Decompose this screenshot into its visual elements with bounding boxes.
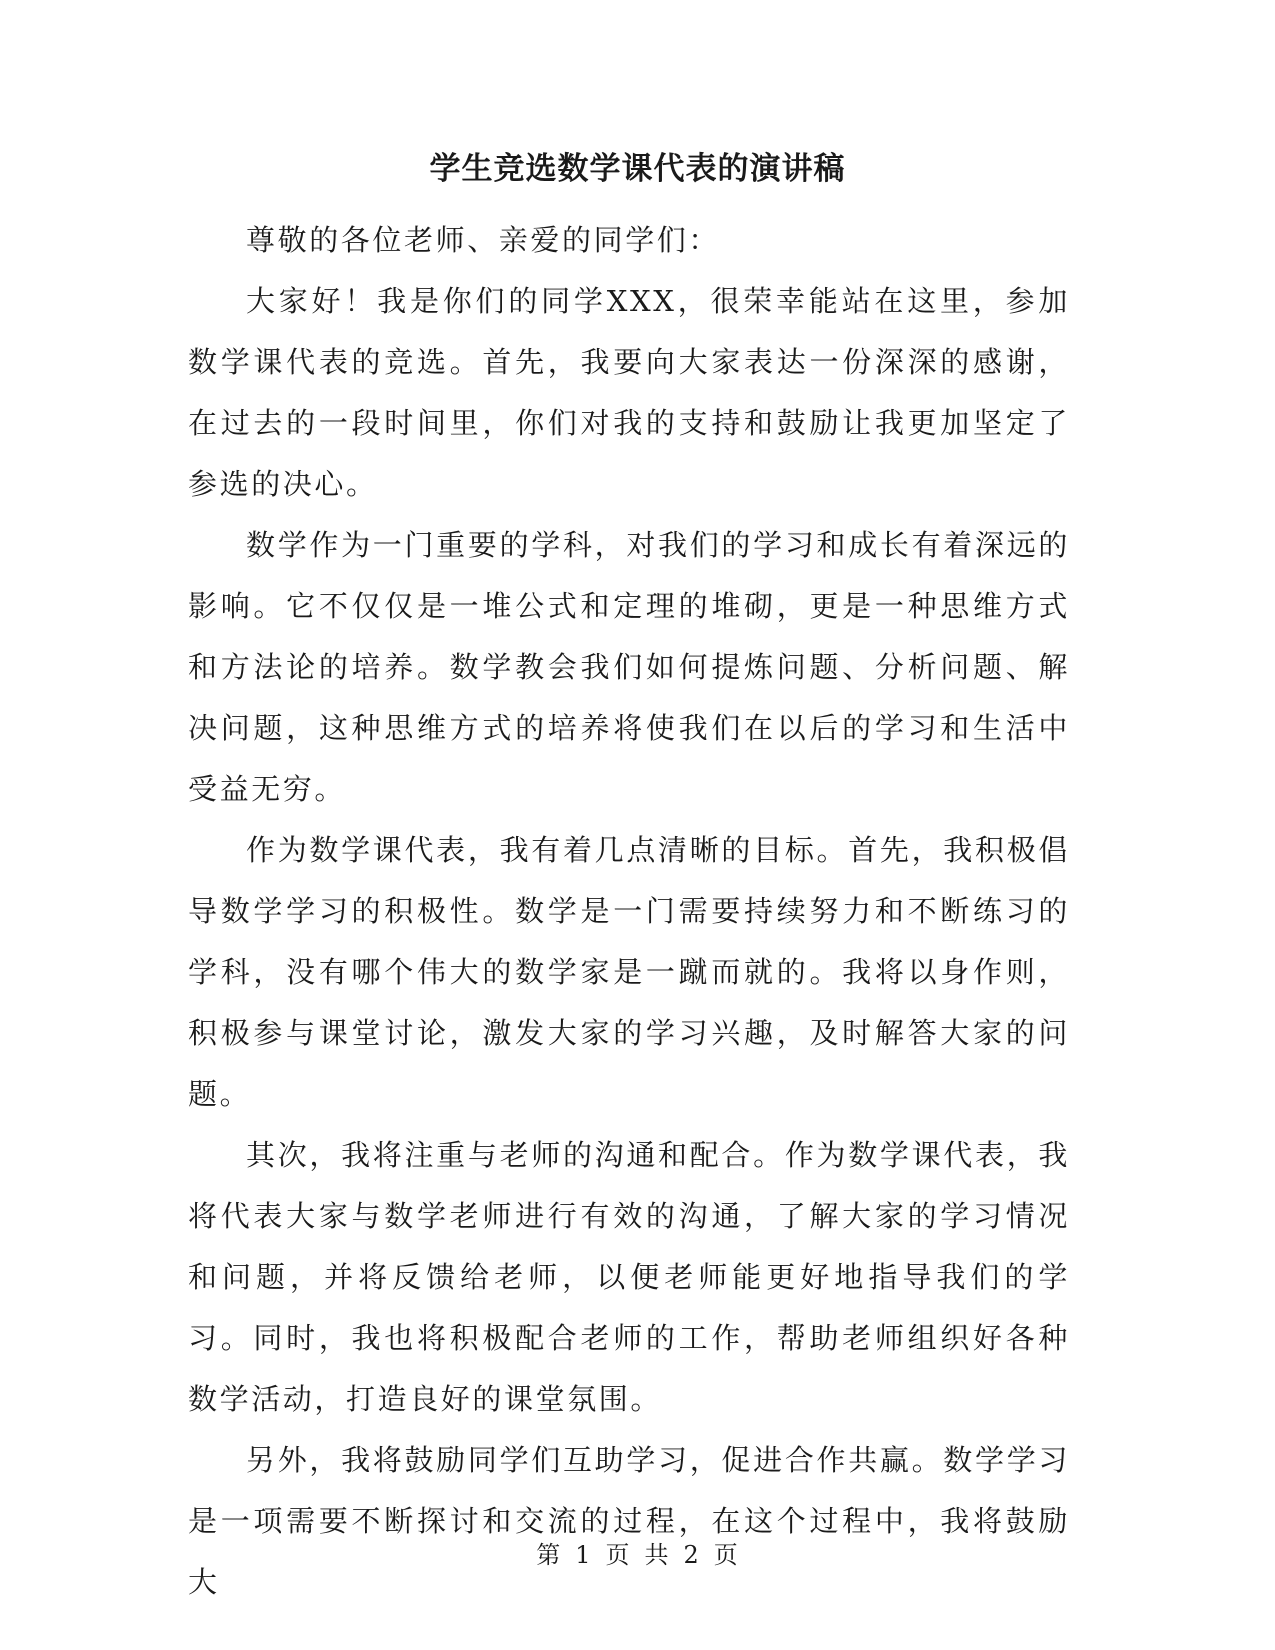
- total-pages-number: 2: [683, 1541, 700, 1569]
- salutation: 尊敬的各位老师、亲爱的同学们：: [246, 223, 721, 257]
- paragraph: 其次，我将注重与老师的沟通和配合。作为数学课代表，我将代表大家与数学老师进行有效的沟通，了解大家的学习情况和问题，并将反馈给老师，以便老师能更好地指导我们的学习。同时，我也将积极配合老师的工作，帮助老师组织好各种数学活动，打造良好的课堂氛围。: [188, 1138, 1070, 1416]
- current-page-number: 1: [575, 1541, 592, 1569]
- document-body: [188, 210, 1070, 1613]
- paragraph: 作为数学课代表，我有着几点清晰的目标。首先，我积极倡导数学学习的积极性。数学是一门需要持续努力和不断练习的学科，没有哪个伟大的数学家是一蹴而就的。我将以身作则，积极参与课堂讨论，激发大家的学习兴趣，及时解答大家的问题。: [188, 833, 1070, 1111]
- paragraph: 大家好！我是你们的同学XXX，很荣幸能站在这里，参加数学课代表的竞选。首先，我要向大家表达一份深深的感谢，在过去的一段时间里，你们对我的支持和鼓励让我更加坚定了参选的决心。: [188, 284, 1070, 501]
- footer-label-mid1: 页: [605, 1541, 631, 1569]
- page-footer: [0, 1540, 1275, 1570]
- footer-label-prefix: 第: [536, 1541, 562, 1569]
- paragraph: 另外，我将鼓励同学们互助学习，促进合作共赢。数学学习是一项需要不断探讨和交流的过程，在这个过程中，我将鼓励大: [188, 1443, 1070, 1599]
- footer-label-suffix: 页: [713, 1541, 739, 1569]
- page-title: 学生竞选数学课代表的演讲稿: [429, 151, 846, 187]
- footer-label-mid2: 共: [644, 1541, 670, 1569]
- paragraph: 数学作为一门重要的学科，对我们的学习和成长有着深远的影响。它不仅仅是一堆公式和定理的堆砌，更是一种思维方式和方法论的培养。数学教会我们如何提炼问题、分析问题、解决问题，这种思维方式的培养将使我们在以后的学习和生活中受益无穷。: [188, 528, 1070, 806]
